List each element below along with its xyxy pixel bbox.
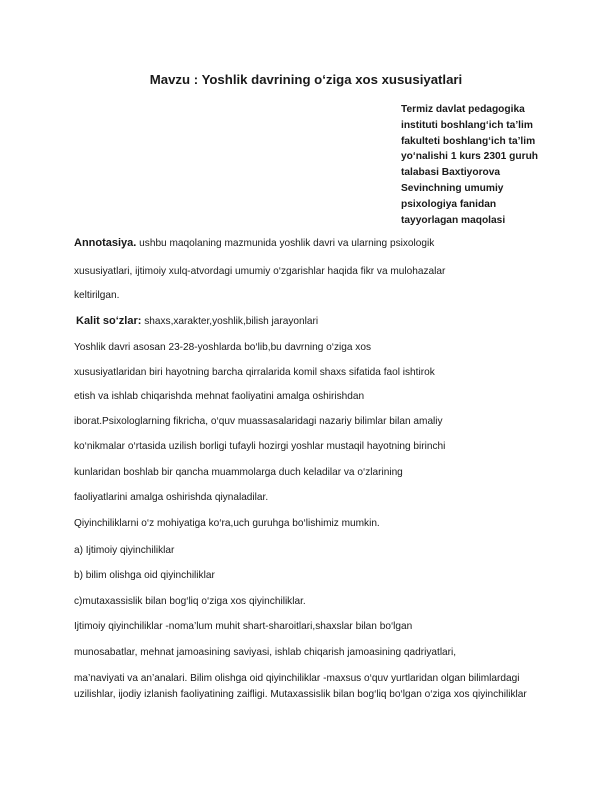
body-line: Qiyinchiliklarni o‘z mohiyatiga ko‘ra,uch guruhga bo‘lishimiz mumkin. bbox=[74, 518, 380, 529]
author-block bbox=[401, 102, 581, 228]
list-item: b) bilim olishga oid qiyinchiliklar bbox=[74, 570, 215, 581]
author-line: yo‘nalishi 1 kurs 2301 guruh bbox=[401, 151, 539, 163]
author-line: psixologiya fanidan bbox=[401, 198, 497, 210]
body-line: ko‘nikmalar o‘rtasida uzilish borligi tufayli hozirgi yoshlar mustaqil hayotning birinchi bbox=[74, 441, 446, 452]
keywords-label: Kalit so‘zlar: bbox=[76, 315, 142, 327]
author-line: talabasi Baxtiyorova bbox=[401, 167, 501, 179]
document-title: Mavzu : Yoshlik davrining o‘ziga xos xususiyatlari bbox=[149, 72, 463, 87]
body-line: iborat.Psixologlarning fikricha, o‘quv muassasalaridagi nazariy bilimlar bilan amaliy bbox=[74, 416, 443, 427]
author-line: Termiz davlat pedagogika bbox=[401, 104, 525, 115]
author-line: instituti boshlang‘ich ta’lim bbox=[401, 119, 533, 131]
body-line: xususiyatlaridan biri hayotning barcha qirralarida komil shaxs sifatida faol ishtirok bbox=[74, 367, 435, 378]
keywords-paragraph bbox=[76, 315, 318, 327]
list-item: a) Ijtimoiy qiyinchiliklar bbox=[74, 545, 175, 556]
annotation-text: ushbu maqolaning mazmunida yoshlik davri va ularning psixologik bbox=[136, 238, 435, 249]
body-line: Yoshlik davri asosan 23-28-yoshlarda bo‘lib,bu davrning o‘ziga xos bbox=[74, 342, 372, 353]
body-line: uzilishlar, ijodiy izlanish faoliyatining zaifligi. Mutaxassislik bilan bog‘liq bo‘lgan o‘ziga xos qiyinchiliklar bbox=[74, 689, 527, 700]
annotation-line: xususiyatlari, ijtimoiy xulq-atvordagi umumiy o‘zgarishlar haqida fikr va mulohazalar bbox=[74, 266, 446, 277]
body-line: etish va ishlab chiqarishda mehnat faoliyatini amalga oshirishdan bbox=[74, 391, 365, 402]
author-line: tayyorlagan maqolasi bbox=[401, 214, 506, 226]
body-line: kunlaridan boshlab bir qancha muammolarga duch keladilar va o‘zlarining bbox=[74, 467, 403, 478]
annotation-label: Annotasiya. bbox=[74, 237, 137, 249]
annotation-line: keltirilgan. bbox=[74, 290, 120, 301]
keywords-text: shaxs,xarakter,yoshlik,bilish jarayonlari bbox=[141, 316, 319, 327]
annotation-paragraph bbox=[74, 237, 434, 249]
body-line: Ijtimoiy qiyinchiliklar -noma’lum muhit shart-sharoitlari,shaxslar bilan bo‘lgan bbox=[74, 621, 413, 632]
body-line: ma’naviyati va an’analari. Bilim olishga oid qiyinchiliklar -maxsus o‘quv yurtlaridan olgan bilimlardagi bbox=[74, 673, 520, 684]
author-line: fakulteti boshlang‘ich ta’lim bbox=[401, 135, 536, 147]
body-line: faoliyatlarini amalga oshirishda qiynaladilar. bbox=[74, 492, 269, 503]
list-item: c)mutaxassislik bilan bog‘liq o‘ziga xos qiyinchiliklar. bbox=[74, 596, 306, 607]
body-line: munosabatlar, mehnat jamoasining saviyasi, ishlab chiqarish jamoasining qadriyatlari, bbox=[74, 647, 457, 658]
author-line: Sevinchning umumiy bbox=[401, 182, 504, 194]
